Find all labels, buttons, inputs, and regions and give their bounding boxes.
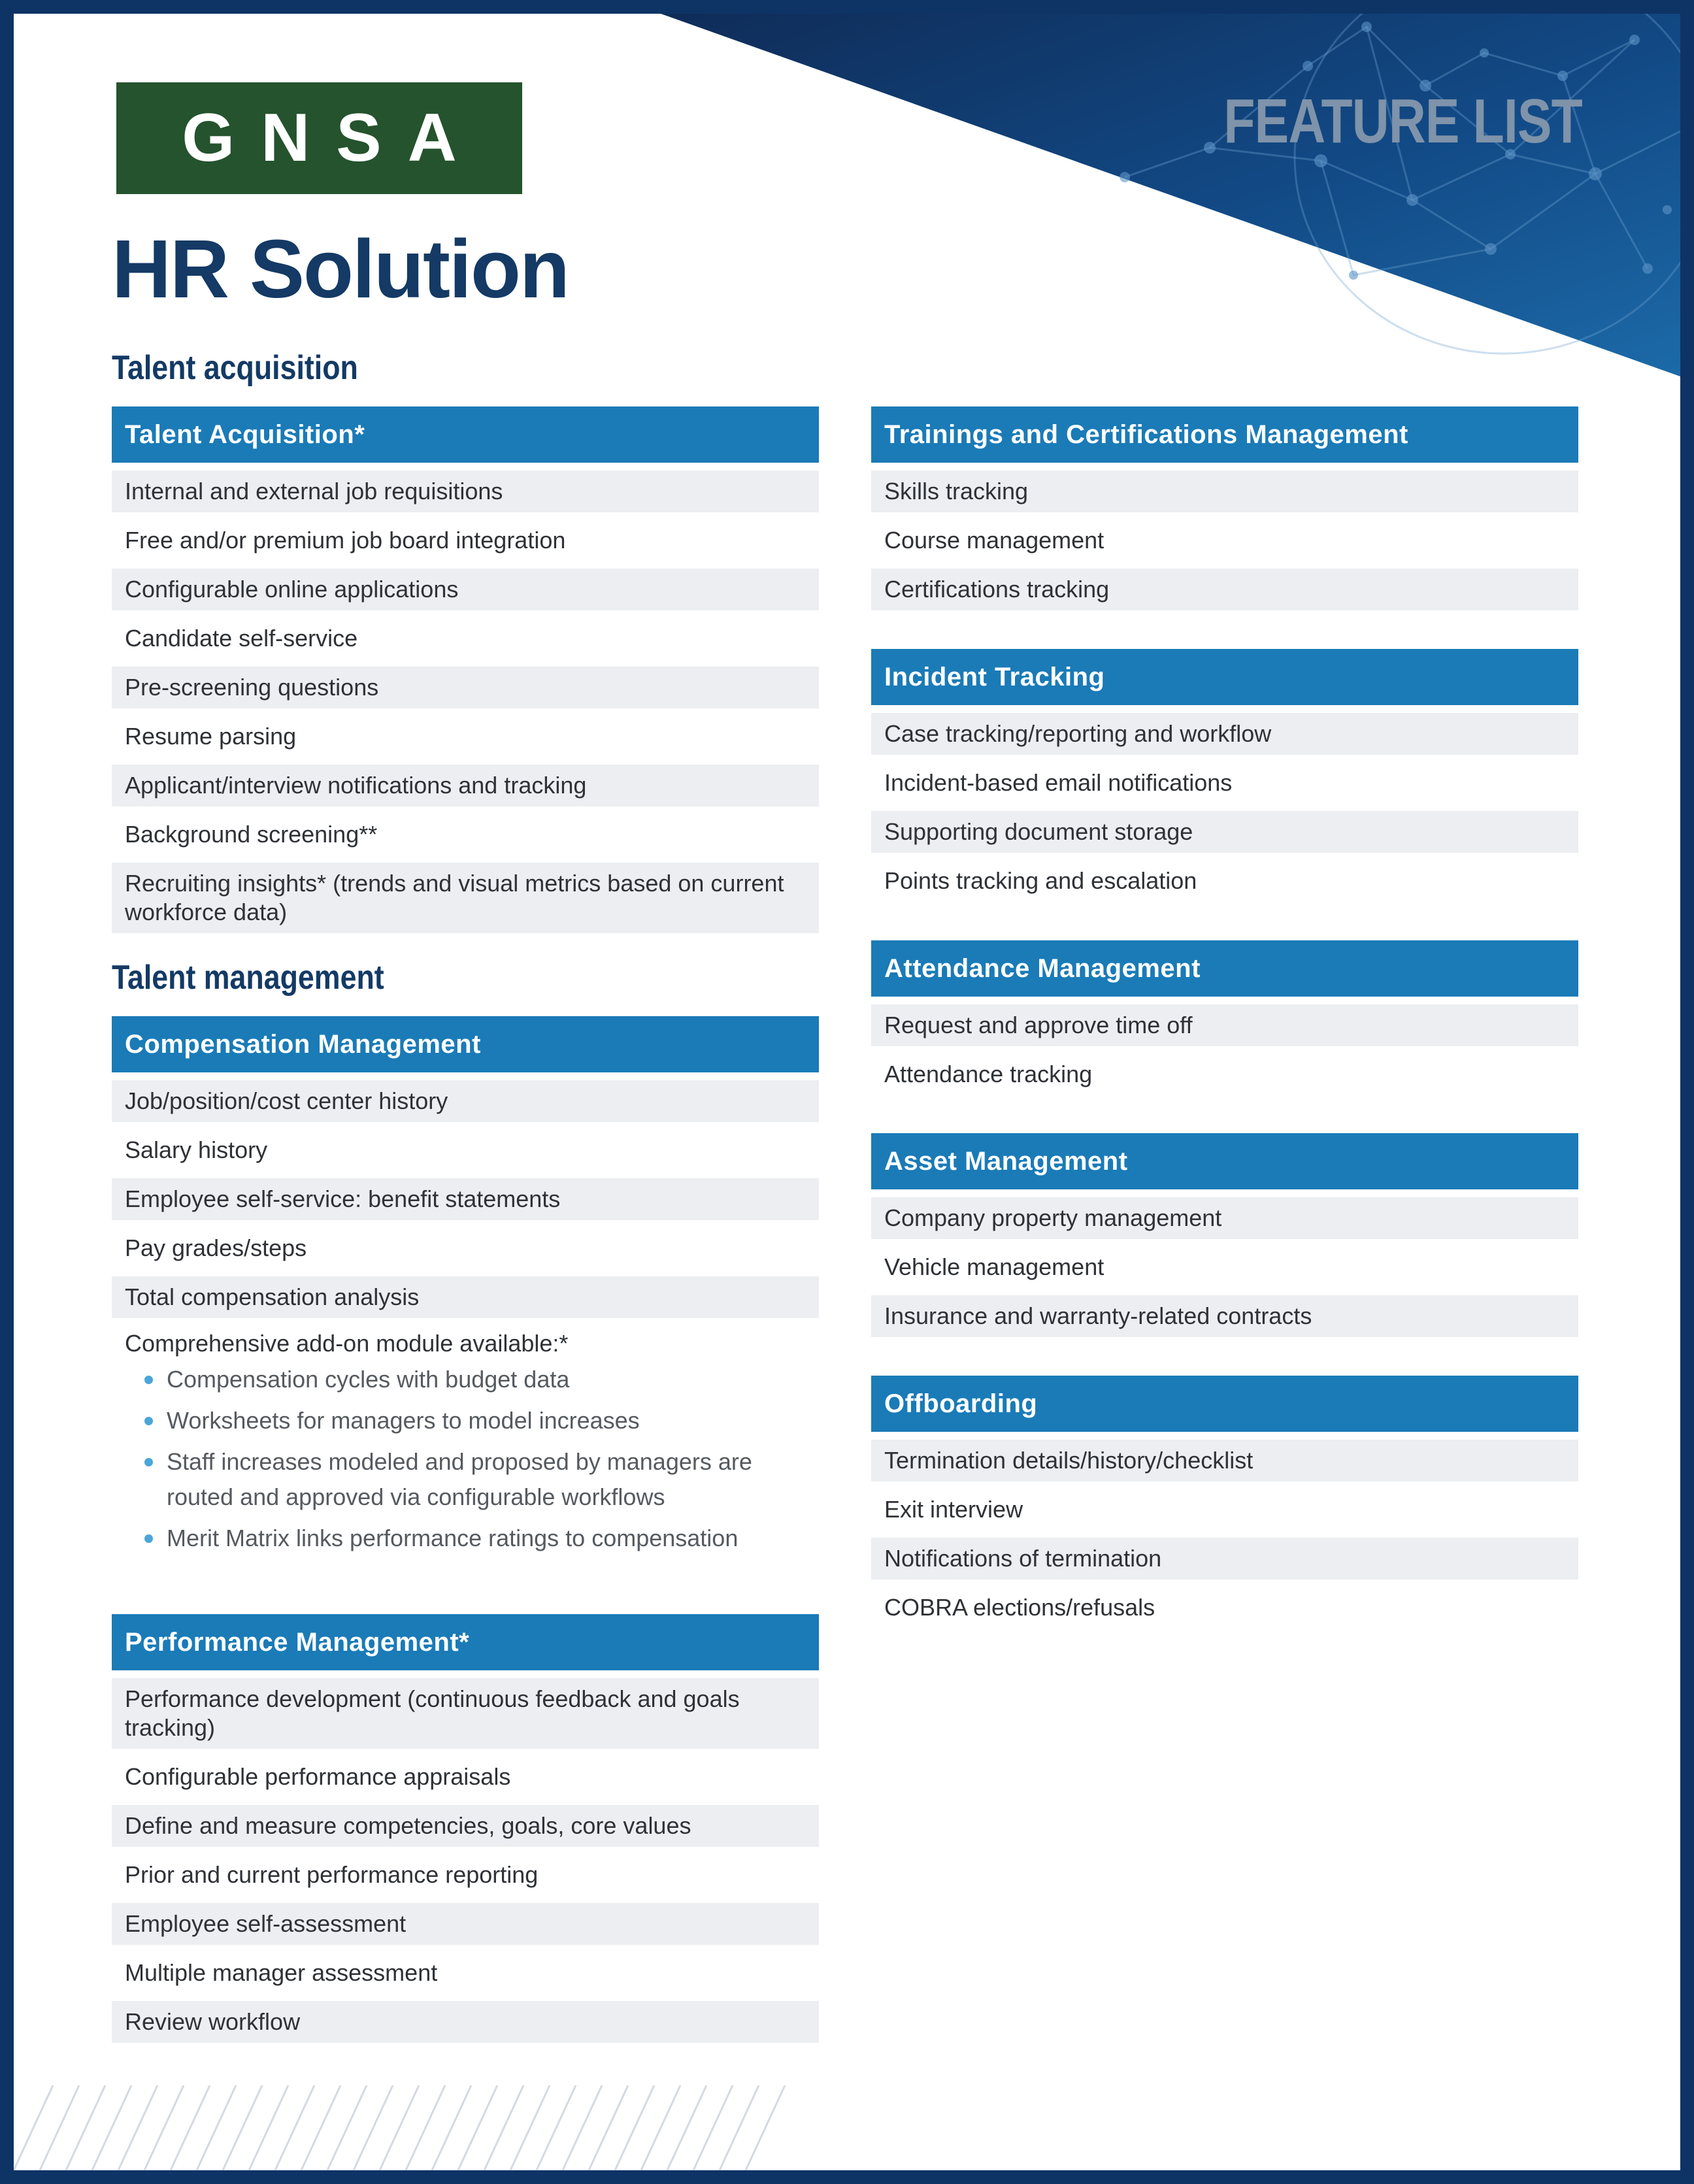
card-header: Talent Acquisition* <box>112 406 819 463</box>
bullet-item: Merit Matrix links performance ratings to compensation <box>125 1521 819 1556</box>
list-item: Notifications of termination <box>871 1538 1578 1580</box>
logo-text: GNSA <box>182 100 483 176</box>
list-item: Employee self-service: benefit statements <box>112 1178 819 1220</box>
list-item: Vehicle management <box>884 1253 1104 1280</box>
list-item: Applicant/interview notifications and tracking <box>112 765 819 806</box>
section-title-talent-acquisition: Talent acquisition <box>112 349 358 387</box>
feature-list-page <box>14 14 1680 2170</box>
list-item: Termination details/history/checklist <box>871 1440 1578 1481</box>
list-item: Attendance tracking <box>884 1061 1093 1087</box>
card-header: Attendance Management <box>871 940 1578 997</box>
performance-management-card <box>112 1614 819 2050</box>
card-header: Trainings and Certifications Management <box>871 406 1578 463</box>
list-item: Prior and current performance reporting <box>125 1861 539 1888</box>
list-item: Resume parsing <box>125 723 297 750</box>
list-item: Insurance and warranty-related contracts <box>871 1295 1578 1337</box>
list-item: Define and measure competencies, goals, core values <box>112 1805 819 1847</box>
talent-acquisition-card <box>112 406 819 940</box>
list-item: Supporting document storage <box>871 811 1578 853</box>
addon-bullet-list <box>112 1362 819 1556</box>
feature-list-label: FEATURE LIST <box>1223 86 1582 156</box>
list-item: Configurable online applications <box>112 569 819 610</box>
list-item: COBRA elections/refusals <box>884 1594 1155 1621</box>
bullet-item: Compensation cycles with budget data <box>125 1362 819 1397</box>
page-title: HR Solution <box>112 223 569 315</box>
list-item: Total compensation analysis <box>112 1276 819 1318</box>
addon-module-label: Comprehensive add-on module available:* <box>125 1330 569 1357</box>
asset-management-card <box>871 1133 1578 1344</box>
list-item: Candidate self-service <box>125 625 358 652</box>
list-item: Salary history <box>125 1136 268 1163</box>
list-item: Background screening** <box>125 821 378 848</box>
list-item: Free and/or premium job board integration <box>125 527 566 554</box>
list-item: Skills tracking <box>871 471 1578 512</box>
list-item: Request and approve time off <box>871 1004 1578 1046</box>
bullet-item: Staff increases modeled and proposed by managers are routed and approved via configurable workflows <box>125 1444 819 1515</box>
list-item: Recruiting insights* (trends and visual metrics based on current workforce data) <box>112 863 819 933</box>
incident-tracking-card <box>871 649 1578 909</box>
card-header: Compensation Management <box>112 1016 819 1072</box>
section-title-talent-management: Talent management <box>112 959 384 997</box>
card-header: Offboarding <box>871 1376 1578 1432</box>
card-header: Performance Management* <box>112 1614 819 1670</box>
list-item: Certifications tracking <box>871 569 1578 610</box>
list-item: Points tracking and escalation <box>884 867 1197 894</box>
attendance-management-card <box>871 940 1578 1102</box>
list-item: Incident-based email notifications <box>884 769 1233 796</box>
bullet-item: Worksheets for managers to model increases <box>125 1403 819 1438</box>
list-item: Employee self-assessment <box>112 1903 819 1945</box>
list-item: Case tracking/reporting and workflow <box>871 713 1578 755</box>
offboarding-card <box>871 1376 1578 1636</box>
list-item: Performance development (continuous feedback and goals tracking) <box>112 1678 819 1749</box>
compensation-management-card <box>112 1016 819 1562</box>
hatch-decoration <box>14 2085 863 2170</box>
list-item: Review workflow <box>112 2001 819 2043</box>
list-item: Multiple manager assessment <box>125 1959 438 1986</box>
list-item: Job/position/cost center history <box>112 1080 819 1122</box>
list-item: Pre-screening questions <box>112 667 819 708</box>
list-item: Course management <box>884 527 1104 554</box>
list-item: Company property management <box>871 1197 1578 1239</box>
list-item: Exit interview <box>884 1496 1023 1523</box>
trainings-certifications-card <box>871 406 1578 618</box>
card-header: Incident Tracking <box>871 649 1578 705</box>
list-item: Internal and external job requisitions <box>112 471 819 512</box>
list-item: Configurable performance appraisals <box>125 1763 511 1790</box>
card-header: Asset Management <box>871 1133 1578 1189</box>
list-item: Pay grades/steps <box>125 1234 307 1261</box>
